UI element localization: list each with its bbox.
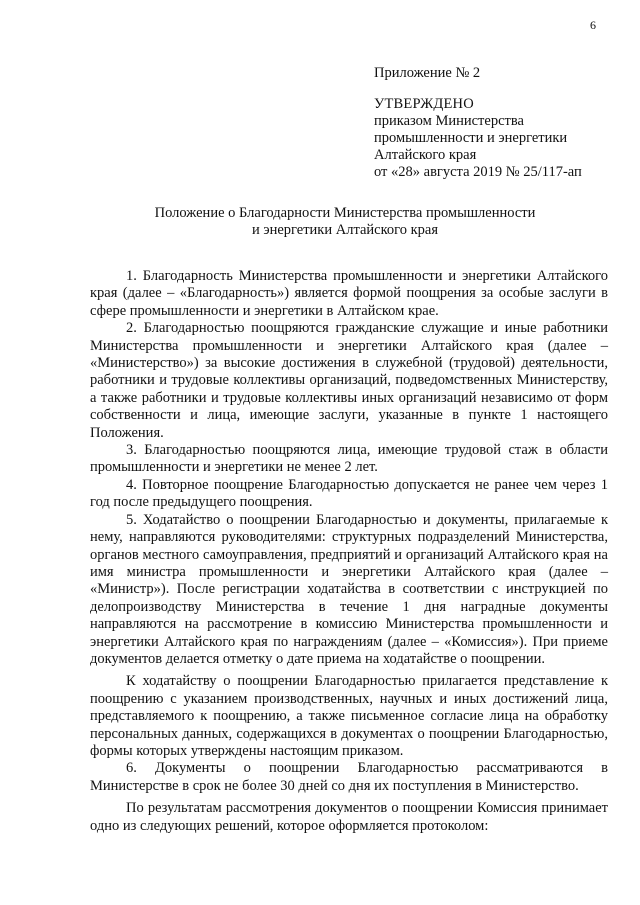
paragraph-6-decision: По результатам рассмотрения документов о поощрении Комиссия принимает одно из следующих решений, которое оформляется протоколом: xyxy=(90,800,608,834)
paragraph-1: 1. Благодарность Министерства промышленности и энергетики Алтайского края (далее – «Благодарность») является формой поощрения за особые заслуги в сфере промышленности и энергетики в Алтайском крае. xyxy=(90,268,608,319)
paragraph-6: 6. Документы о поощрении Благодарностью рассматриваются в Министерстве в срок не более 30 дней со дня их поступления в Министерство. xyxy=(90,760,608,794)
paragraph-4: 4. Повторное поощрение Благодарностью допускается не ранее чем через 1 год после предыдущего поощрения. xyxy=(90,476,608,511)
paragraph-5-attachment: К ходатайству о поощрении Благодарностью прилагается представление к поощрению с указанием производственных, научных и иных достижений лица, представляемого к поощрению, а также письменное согласие лица на обработку персональных данных, содержащихся в документах о поощрении Благодарностью, формы которых утверждены настоящим приказом. xyxy=(90,673,608,759)
document-title-line-1: Положение о Благодарности Министерства промышленности xyxy=(154,205,536,221)
approval-line-order: приказом Министерства xyxy=(374,113,524,129)
paragraph-5: 5. Ходатайство о поощрении Благодарностью и документы, прилагаемые к нему, направляются руководителями: структурных подразделений Министерства, органов местного самоуправления, предприятий и организаций Алтайского края на имя министра промышленности и энергетики Алтайского края (далее – «Министр»). После регистрации ходатайства в соответствии с инструкцией по делопроизводству Министерства в течение 1 дня наградные документы направляются на рассмотрение в комиссию Министерства промышленности и энергетики Алтайского края по награждениям (далее – «Комиссия»). При приеме документов делается отметку о дате приема на ходатайстве о поощрении. xyxy=(90,511,608,667)
document-body xyxy=(90,268,608,835)
approval-line-region: Алтайского края xyxy=(374,147,477,163)
approved-stamp-text: УТВЕРЖДЕНО xyxy=(374,96,474,112)
document-title xyxy=(90,205,600,239)
paragraph-3: 3. Благодарностью поощряются лица, имеющие трудовой стаж в области промышленности и энергетики не менее 2 лет. xyxy=(90,442,608,476)
page-number: 6 xyxy=(590,18,596,32)
approval-block xyxy=(374,65,582,181)
approval-line-date: от «28» августа 2019 № 25/117-ап xyxy=(374,164,582,180)
paragraph-2: 2. Благодарностью поощряются гражданские служащие и иные работники Министерства промышленности и энергетики Алтайского края (далее – «Министерство») за высокие достижения в служебной (трудовой) деятельности, работники и трудовые коллективы организаций, подведомственных Министерству, а также работники и трудовые коллективы иных организаций независимо от форм собственности и лица, имеющие заслуги, указанные в пункте 1 настоящего Положения. xyxy=(90,320,608,441)
approval-line-ministry: промышленности и энергетики xyxy=(374,130,568,146)
appendix-label: Приложение № 2 xyxy=(374,65,481,81)
document-title-line-2: и энергетики Алтайского края xyxy=(251,222,439,238)
